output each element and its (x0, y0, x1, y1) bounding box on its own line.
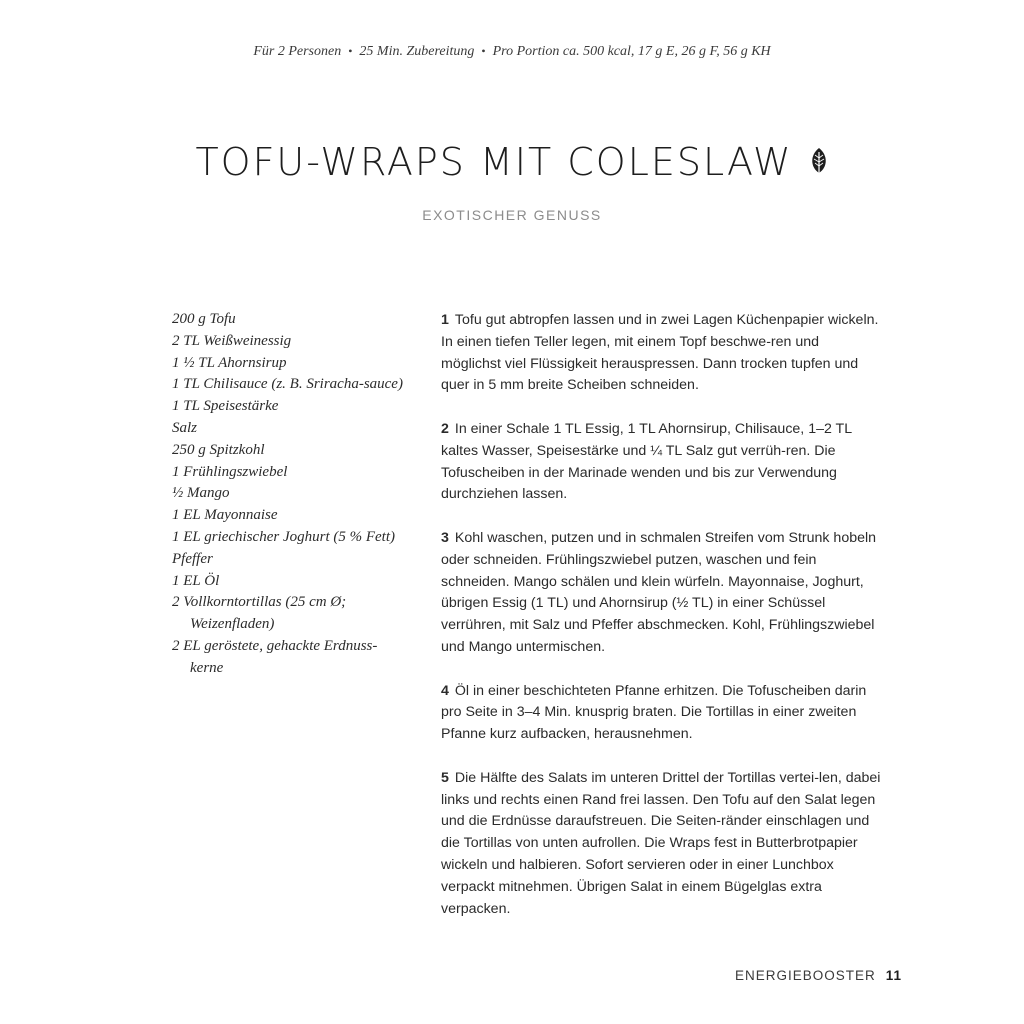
step-number: 1 (441, 312, 449, 328)
step-number: 5 (441, 769, 449, 786)
ingredient-item: 2 EL geröstete, gehackte Erdnuss-kerne (172, 637, 378, 676)
leaf-icon (809, 147, 829, 177)
ingredient-item: ½ Mango (172, 485, 230, 502)
ingredient-item: 1 EL Mayonnaise (172, 507, 278, 524)
recipe-meta (0, 44, 1024, 60)
step-text: Kohl waschen, putzen und in schmalen Streifen vom Strunk hobeln oder schneiden. Frühlingszwiebel putzen, waschen und fein schneiden. Mango schälen und klein würfeln. Mayonnaise, Joghurt, übrigen Essig (1 TL) und Ahornsirup (½ TL) in einer Schüssel verrühren, mit Salz und Pfeffer abschmecken. Kohl, Frühlingszwiebel und Mango untermischen. (441, 529, 877, 655)
step-text: Die Hälfte des Salats im unteren Drittel der Tortillas vertei-len, dabei links und rechts einen Rand frei lassen. Den Tofu auf den Salat legen und die Erdnüsse daraufstreuen. Die Seiten-ränder einschlagen und die Tortillas von unten aufrollen. Die Wraps fest in Butterbrotpapier wickeln und halbieren. Sofort servieren oder in einer Lunchbox verpackt mitnehmen. Übrigen Salat in einem Bügelglas extra verpacken. (441, 769, 881, 917)
ingredient-item: 250 g Spitzkohl (172, 441, 265, 458)
step-text: In einer Schale 1 TL Essig, 1 TL Ahornsirup, Chilisauce, 1–2 TL kaltes Wasser, Speisestärke und ¼ TL Salz gut verrüh-ren. Die Tofuscheiben in der Marinade wenden und bis zur Verwendung durchziehen lassen. (441, 420, 852, 503)
ingredient-item: 2 Vollkorntortillas (25 cm Ø; Weizenfladen) (172, 594, 347, 633)
step-paragraph (441, 681, 881, 746)
recipe-title: TOFU-WRAPS MIT COLESLAW (195, 140, 793, 184)
ingredient-item: 200 g Tofu (172, 311, 236, 327)
step-number: 3 (441, 529, 449, 546)
step-paragraph (441, 310, 881, 397)
ingredient-item: 1 EL Öl (172, 572, 220, 589)
step-number: 4 (441, 682, 449, 699)
ingredient-item: 1 TL Speisestärke (172, 398, 279, 415)
ingredient-item: 1 EL griechischer Joghurt (5 % Fett) (172, 528, 396, 545)
ingredient-item: 1 Frühlingszwiebel (172, 463, 288, 480)
step-number: 2 (441, 420, 449, 437)
ingredients-list (172, 309, 404, 680)
ingredient-item: 1 TL Chilisauce (z. B. Sriracha-sauce) (172, 376, 403, 393)
step-paragraph (441, 528, 881, 659)
recipe-subtitle: EXOTISCHER GENUSS (422, 207, 602, 223)
steps-list (441, 310, 881, 942)
prep-time-text: 25 Min. Zubereitung (359, 44, 475, 59)
section-name: ENERGIEBOOSTER (734, 968, 876, 983)
step-paragraph (441, 419, 881, 506)
ingredient-item: 1 ½ TL Ahornsirup (172, 354, 287, 371)
meta-separator: • (481, 44, 486, 58)
step-text: Öl in einer beschichteten Pfanne erhitzen. Die Tofuscheiben darin pro Seite in 3–4 Min. knusprig braten. Die Tortillas in einer zweiten Pfanne kurz aufbacken, herausnehmen. (441, 682, 867, 743)
ingredient-item: Pfeffer (172, 550, 213, 567)
page-footer (735, 968, 902, 983)
step-paragraph (441, 768, 881, 921)
page-number: 11 (885, 968, 902, 983)
meta-separator: • (348, 44, 353, 58)
step-text: Tofu gut abtropfen lassen und in zwei Lagen Küchenpapier wickeln. In einen tiefen Teller legen, mit einem Topf beschwe-ren und möglichst viel Flüssigkeit herauspressen. Dann trocken tupfen und quer in 5 mm breite Scheiben schneiden. (441, 312, 879, 394)
nutrition-text: Pro Portion ca. 500 kcal, 17 g E, 26 g F, 56 g KH (492, 44, 771, 59)
ingredient-item: 2 TL Weißweinessig (172, 332, 292, 349)
ingredient-item: Salz (172, 419, 198, 436)
servings-text: Für 2 Personen (253, 44, 342, 59)
title-row (0, 140, 1024, 184)
